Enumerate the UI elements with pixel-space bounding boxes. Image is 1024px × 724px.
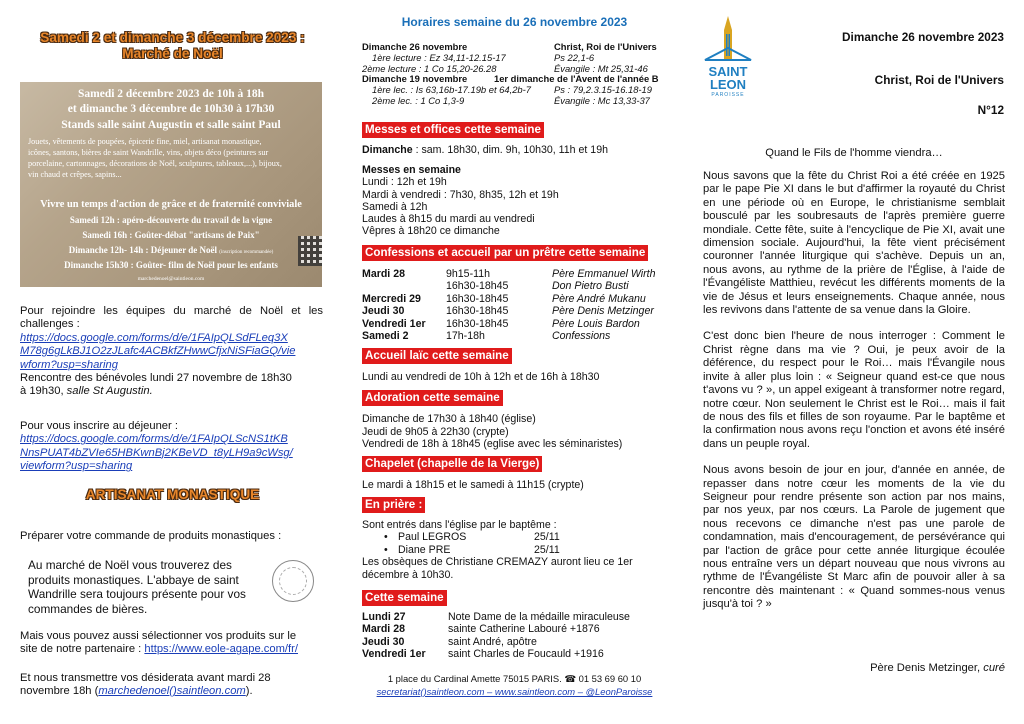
confessions-title: Confessions et accueil par un prêtre cette semaine — [362, 245, 648, 261]
chapelet-text: Le mardi à 18h15 et le samedi à 11h15 (crypte) — [362, 479, 584, 491]
partner-section: Mais vous pouvez aussi sélectionner vos produits sur le site de notre partenaire : https://www.eole-agape.com/fr/ — [20, 630, 298, 656]
issue-number: N°12 — [977, 103, 1004, 117]
signature: Père Denis Metzinger, curé — [870, 662, 1005, 674]
list-item: Lundi 27 Note Dame de la médaille miraculeuse — [362, 611, 630, 623]
list-item: Jeudi 30 saint André, apôtre — [362, 635, 537, 648]
chapelet-title: Chapelet (chapelle de la Vierge) — [362, 456, 542, 472]
join-section: Pour rejoindre les équipes du marché de Noël et les challenges : https://docs.google.com/forms/d/e/1FAIpQLSdFLeq3X M78g6gLkBJ1O2zJLafc4ACBkfZHwwCfjxNiSFiaGQ/vie wform?usp=sharing Rencontre des bénévoles lundi 27 novembre de 18h30 à 19h30, salle St Augustin. — [20, 305, 323, 398]
table-row: Jeudi 30 16h30-18h45 Père Denis Metzinger — [362, 305, 654, 318]
marche-poster: Samedi 2 décembre 2023 de 10h à 18h et dimanche 3 décembre de 10h30 à 17h30 Stands salle saint Augustin et salle saint Paul Jouets, vêtements de poupées, épicerie fine, miel, artisanat monastique, icônes, santons, bières de saint Wandrille, vins, objets déco (peintures sur porcelaine, cartonnages, décorations de Noël, sculptures, tableaux,...), bijoux, vin chaud et crêpes, sapins... Vivre un temps d'action de grâce et de fraternité conviviale Samedi 12h : apéro-découverte du travail de la vigne Samedi 16h : Goûter-débat "artisans de Paix" Dimanche 12h- 14h : Déjeuner de Noël (inscription recommandée) Dimanche 15h30 : Goûter- film de Noël pour les enfants marchedenoel@saintleon.com — [20, 82, 322, 287]
lunch-link[interactable]: https://docs.google.com/forms/d/e/1FAIpQLScNS1tKB NnsPUAT4bZVIe65HBKwnBj2KBeVD_t8yLH9a9cWsg/ viewform?usp=sharing — [20, 433, 293, 473]
messes-title: Messes et offices cette semaine — [362, 122, 544, 138]
priere-title: En prière : — [362, 497, 425, 513]
table-row: Mercredi 29 16h30-18h45 Père André Mukanu — [362, 292, 646, 305]
editorial-paragraph: Nous avons besoin de jour en jour, d'année en année, de repasser dans notre cœur les moments de la vie du Seigneur pour rendre présente son action par nos mains, par nos yeux, par nos cœurs. La Parole de jugement que nous recevons ce dimanche n'est pas une parole de condamnation, mais d'encouragement, de persévérance qui par l'action de grâce pour cette année liturgique écoulée nous entraîne vers un départ nouveau que nous vivrons au rythme de l'Évangéliste St Marc afin de pouvoir aller à sa rencontre dès maintenant : « Quand sommes-nous venus jusqu'à toi ? » — [703, 464, 1005, 611]
accueil-text: Lundi au vendredi de 10h à 12h et de 16h à 18h30 — [362, 371, 600, 383]
table-row: Vendredi 1er 16h30-18h45 Père Louis Bardon — [362, 317, 640, 330]
priere-text: Sont entrés dans l'église par le baptême : • Paul LEGROS 25/11 • Diane PRE 25/11 Les obsèques de Christiane CREMAZY auront lieu ce 1er décembre à 10h30. — [362, 519, 633, 581]
table-row: Mardi 28 9h15-11h Père Emmanuel Wirth — [362, 268, 656, 280]
editorial-paragraph: C'est donc bien l'heure de nous interroger : Comment le Christ règne dans ma vie ? Oui, je peux avoir de la déférence, du respect pour le Roi… mais l'Évangile nous invite à aller plus loin : « Seigneur quand est-ce que nous t'avons vu ? », un appel exigeant à transformer notre regard, notre cœur. Non seulement le Christ est le Roi… mais il fait de nous des fils et filles de son royaume. Par le baptême et la confirmation nous avons reçu l'onction et avons été inséré dans un peuple royal. — [703, 330, 1005, 450]
address: 1 place du Cardinal Amette 75015 PARIS. ☎ 01 53 69 60 10 — [387, 673, 642, 684]
footer-links[interactable]: secretariat()saintleon.com – www.saintleon.com – @LeonParoisse — [376, 686, 653, 697]
issue-date: Dimanche 26 novembre 2023 — [842, 30, 1004, 44]
schedule-header: Horaires semaine du 26 novembre 2023 — [401, 15, 628, 29]
confessions-table — [362, 268, 667, 342]
send-section: Et nous transmettre vos désiderata avant mardi 28 novembre 18h (marchedenoel()saintleon.com). — [20, 672, 271, 698]
adoration-text: Dimanche de 17h30 à 18h40 (église) Jeudi de 9h05 à 22h30 (crypte) Vendredi de 18h à 18h45 (eglise avec les séminaristes) — [362, 413, 623, 451]
semaine-messes: Messes en semaine Lundi : 12h et 19h Mardi à vendredi : 7h30, 8h35, 12h et 19h Samedi à 12h Laudes à 8h15 du mardi au vendredi Vêpres à 18h20 ce dimanche — [362, 164, 559, 238]
abbey-seal-icon — [272, 560, 314, 602]
join-link[interactable]: https://docs.google.com/forms/d/e/1FAIpQLSdFLeq3X M78g6gLkBJ1O2zJLafc4ACBkfZHwwCfjxNiSFiaGQ/vie wform?usp=sharing — [20, 331, 296, 371]
email-link[interactable]: marchedenoel()saintleon.com — [98, 685, 246, 698]
dimanche-messes: Dimanche : sam. 18h30, dim. 9h, 10h30, 11h et 19h — [362, 144, 608, 156]
editorial-paragraph: Nous savons que la fête du Christ Roi a été créée en 1925 par le pape Pie XI dans le but d'affirmer la royauté du Christ en une période où en Europe, le christianisme semblait bousculé par les soubresauts de l'après première guerre mondiale. Cette fête, suite à l'encyclique de Pie XI, avait une dimension sociale. Aujourd'hui, la fête vient précisément couronner l'année liturgique qui s'achève. Depuis un an, nous avons, au rythme de la prière de l'Église, à l'aide de l'Évangéliste Matthieu, revécut les différents moments de la vie de Jésus et leurs enseignements. Chaque année, nous les revivons dans l'attente de sa venue dans la Gloire. — [703, 170, 1005, 317]
list-item: Vendredi 1er saint Charles de Foucauld +1916 — [362, 648, 604, 661]
qr-code — [298, 236, 322, 266]
partner-link[interactable]: https://www.eole-agape.com/fr/ — [144, 643, 298, 656]
readings: Dimanche 26 novembre Christ, Roi de l'Univers 1ère lecture : Ez 34,11-12.15-17 Ps 22,1-6 2ème lecture : 1 Co 15,20-26.28 Évangile : Mt 25,31-46 Dimanche 19 novembre 1er dimanche de l'Avent de l'année B 1ère lec. : Is 63,16b-17.19b et 64,2b-7 Ps : 79,2.3.15-16.18-19 2ème lec. : 1 Co 1,3-9 Évangile : Mc 13,33-37 — [362, 41, 659, 106]
table-row: 16h30-18h45 Don Pietro Busti — [446, 280, 629, 293]
editorial — [703, 170, 1005, 612]
saint-leon-logo: SAINT LEON PAROISSE — [703, 16, 753, 98]
week-list — [362, 611, 667, 661]
table-row: Samedi 2 17h-18h Confessions — [362, 330, 611, 343]
editorial-intro: Quand le Fils de l'homme viendra… — [765, 147, 943, 159]
marche-title: Samedi 2 et dimanche 3 décembre 2023 : Marché de Noël — [40, 30, 305, 61]
artisanat-title: ARTISANAT MONASTIQUE — [85, 487, 260, 502]
feast-title: Christ, Roi de l'Univers — [874, 73, 1004, 87]
lunch-section: Pour vous inscrire au déjeuner : https://docs.google.com/forms/d/e/1FAIpQLScNS1tKB NnsPUAT4bZVIe65HBKwnBj2KBeVD_t8yLH9a9cWsg/ viewform?usp=sharing — [20, 420, 323, 474]
prep-text: Préparer votre commande de produits monastiques : — [20, 530, 282, 542]
box-text: Au marché de Noël vous trouverez des produits monastiques. L'abbaye de saint Wandrille sera toujours présente pour vos commandes de bières. — [28, 558, 246, 616]
cette-semaine-title: Cette semaine — [362, 590, 447, 606]
list-item: Mardi 28 sainte Catherine Labouré +1876 — [362, 623, 600, 636]
adoration-title: Adoration cette semaine — [362, 390, 503, 406]
accueil-title: Accueil laïc cette semaine — [362, 348, 512, 364]
